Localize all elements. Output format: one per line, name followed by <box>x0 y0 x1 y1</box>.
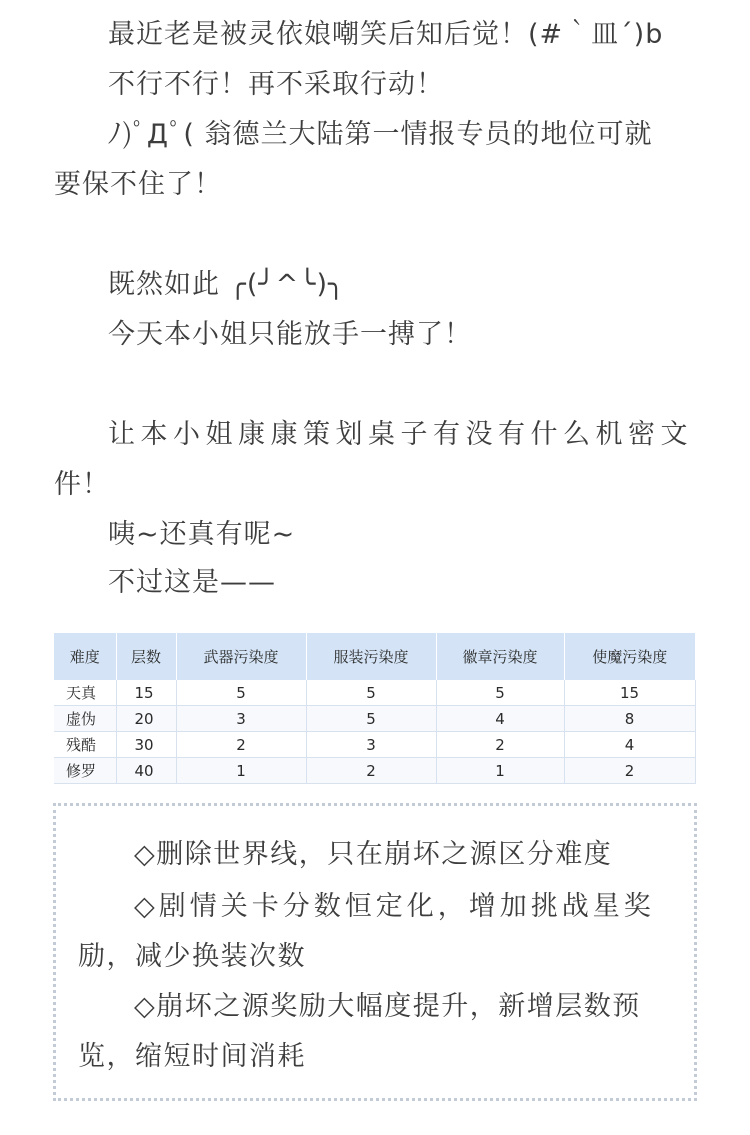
table-cell: 天真 <box>54 680 116 706</box>
intro-line-3: ﾉ)ﾟДﾟ( 翁德兰大陆第一情报专员的地位可就 <box>108 119 653 150</box>
table-header-cell: 服装污染度 <box>306 633 436 680</box>
table-cell: 1 <box>436 758 564 784</box>
table-cell: 3 <box>176 706 306 732</box>
note-line-4: ◇崩坏之源奖励大幅度提升，新增层数预 <box>134 991 641 1022</box>
table-cell: 2 <box>306 758 436 784</box>
table-cell: 4 <box>436 706 564 732</box>
table-header-cell: 武器污染度 <box>176 633 306 680</box>
intro-line-8: 件！ <box>54 469 110 500</box>
table-cell: 5 <box>436 680 564 706</box>
table-cell: 30 <box>116 732 176 758</box>
table-header-row <box>54 633 695 680</box>
table-cell: 3 <box>306 732 436 758</box>
update-notes-box <box>53 803 697 1101</box>
table-row <box>54 706 695 732</box>
table-header-cell: 徽章污染度 <box>436 633 564 680</box>
table-cell: 15 <box>564 680 695 706</box>
note-line-1: ◇删除世界线，只在崩坏之源区分难度 <box>134 839 613 870</box>
table-cell: 5 <box>176 680 306 706</box>
difficulty-table <box>54 633 695 781</box>
table-cell: 4 <box>564 732 695 758</box>
table-row <box>54 758 695 784</box>
intro-line-10: 不过这是—— <box>108 567 276 598</box>
table-cell: 5 <box>306 680 436 706</box>
table-cell: 2 <box>436 732 564 758</box>
table-cell: 虚伪 <box>54 706 116 732</box>
intro-line-7: 让本小姐康康策划桌子有没有什么机密文 <box>108 419 693 450</box>
table-header-cell: 难度 <box>54 633 116 680</box>
intro-line-1: 最近老是被灵依娘嘲笑后知后觉！(#｀皿´)b <box>108 19 664 50</box>
table-header-cell: 层数 <box>116 633 176 680</box>
table-row <box>54 680 695 706</box>
note-line-3: 励，减少换装次数 <box>78 941 306 972</box>
table-cell: 残酷 <box>54 732 116 758</box>
table-cell: 2 <box>564 758 695 784</box>
table-cell: 20 <box>116 706 176 732</box>
table-cell: 5 <box>306 706 436 732</box>
intro-line-6: 今天本小姐只能放手一搏了！ <box>108 319 472 350</box>
table-cell: 2 <box>176 732 306 758</box>
note-line-2: ◇剧情关卡分数恒定化，增加挑战星奖 <box>134 891 655 922</box>
table-cell: 8 <box>564 706 695 732</box>
difficulty-table-grid <box>54 633 696 784</box>
note-line-5: 览，缩短时间消耗 <box>78 1041 306 1072</box>
intro-line-9: 咦~还真有呢~ <box>108 519 296 550</box>
intro-line-2: 不行不行！再不采取行动！ <box>108 69 444 100</box>
table-row <box>54 732 695 758</box>
table-header-cell: 使魔污染度 <box>564 633 695 680</box>
intro-line-5: 既然如此 ╭(╯^╰)╮ <box>108 269 346 300</box>
table-cell: 40 <box>116 758 176 784</box>
intro-line-4: 要保不住了！ <box>54 169 222 200</box>
table-cell: 1 <box>176 758 306 784</box>
table-cell: 15 <box>116 680 176 706</box>
table-cell: 修罗 <box>54 758 116 784</box>
